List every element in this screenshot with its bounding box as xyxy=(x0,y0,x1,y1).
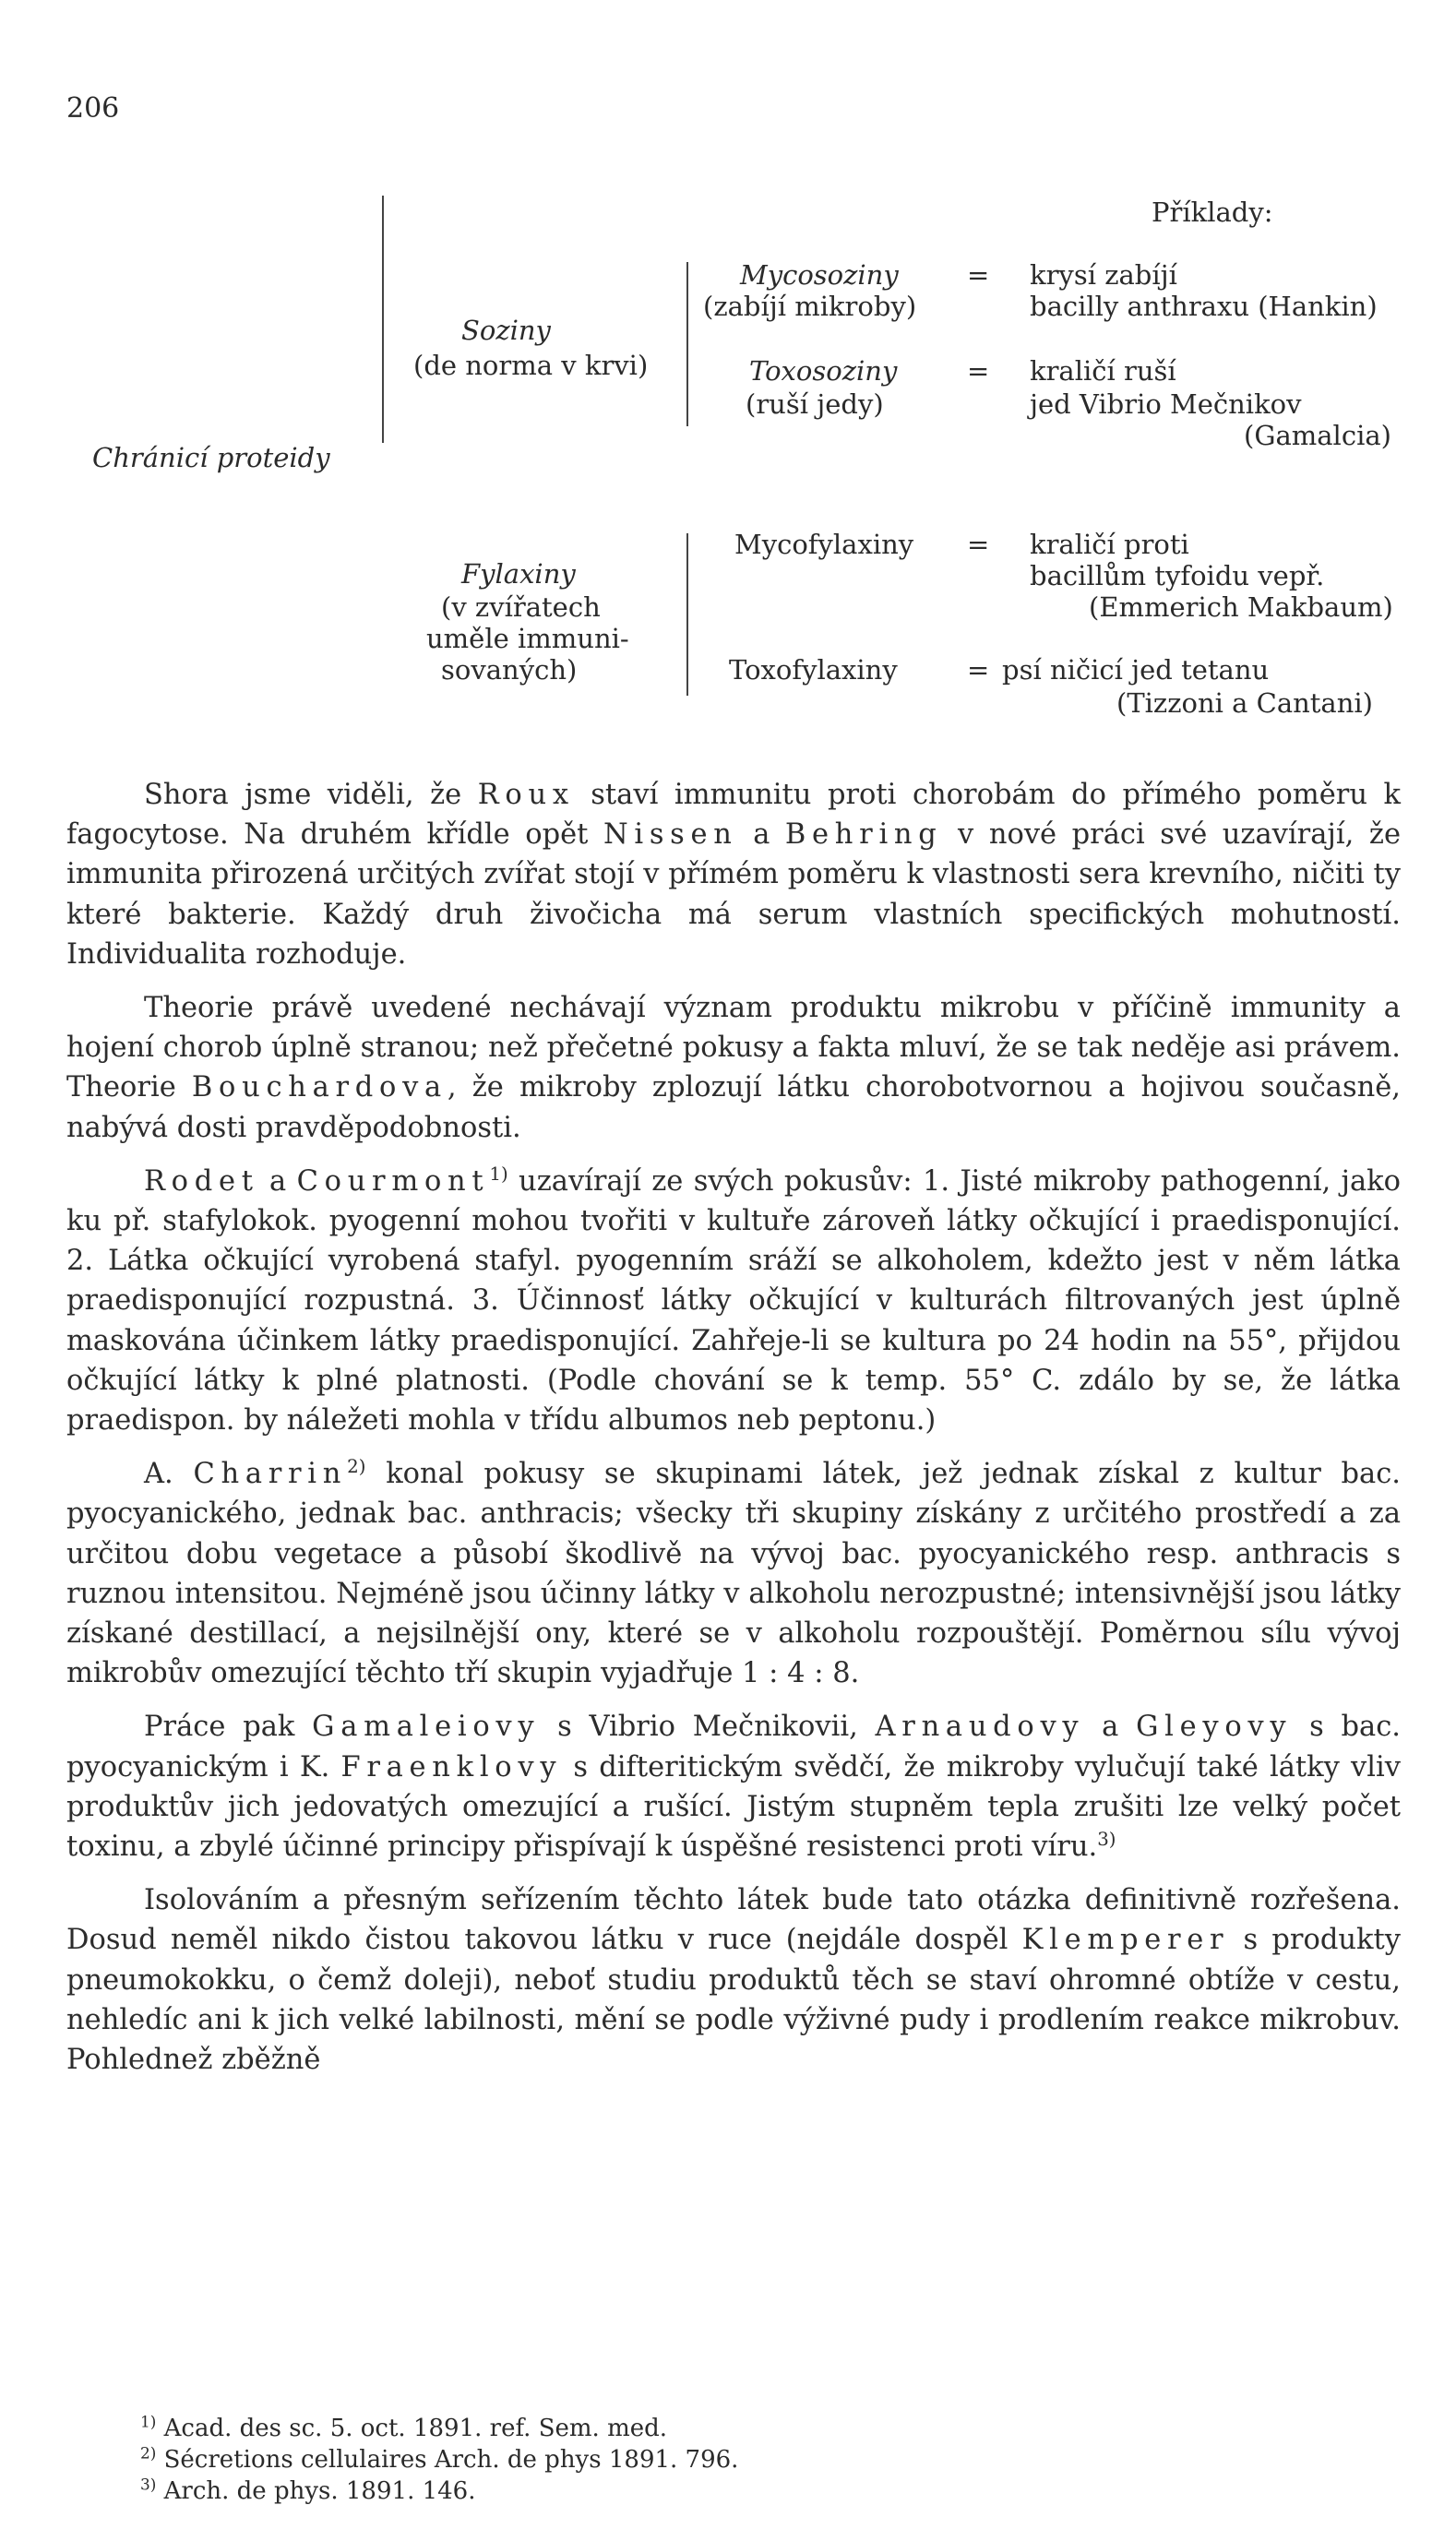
eq-sign: = xyxy=(967,259,990,291)
toxosoziny-desc: (ruší jedy) xyxy=(746,388,884,420)
root-label: Chránicí proteidy xyxy=(92,442,330,473)
footnote-ref: 1) xyxy=(489,1163,508,1185)
toxosoziny-example: jed Vibrio Mečnikov xyxy=(1030,388,1302,420)
footnote-mark: 2) xyxy=(140,2443,157,2463)
paragraph: A. Charrin$^{2)}$ konal pokusy se skupinami látek, jež jednak získal z kultur bac. pyocyanického, jednak bac. anthracis; všecky tři skupiny získány z určitého prostředí a za určitou dobu vegetace a působí škodlivě na vývoj bac. pyocyanického resp. anthracis s ruznou intensitou. Nejméně jsou účinny látky v alkoholu nerozpustné; intensivnější jsou látky získané destillací, a nejsilnější ony, které se v alkoholu rozpouštějí. Poměrnou sílu vývoj mikrobův omezující těchto tří skupin vyjadřuje 1 : 4 : 8. xyxy=(66,1456,1402,1690)
sozines-brace xyxy=(686,262,698,426)
author-name: Bouchardova xyxy=(191,1071,448,1104)
footnote-mark: 1) xyxy=(140,2412,157,2431)
fylaxiny-desc: (v zvířatech xyxy=(441,591,601,623)
author-name: Arnaudovy xyxy=(875,1711,1085,1744)
eq-sign: = xyxy=(967,654,990,686)
mycofylaxiny-example: (Emmerich Makbaum) xyxy=(1089,591,1393,623)
toxosoziny-name: Toxosoziny xyxy=(749,355,898,387)
sozines-desc: (de norma v krvi) xyxy=(413,350,649,381)
paragraph: Rodet a Courmont$^{1)}$ uzavírají ze svých pokusův: 1. Jisté mikroby pathogenní, jako ku př. stafylokok. pyogenní mohou tvořiti v kultuře zároveň látky očkující i praedisponující. 2. Látka očkující vyrobená stafyl. pyogenním sráží se alkoholem, kdežto jest v něm látka praedisponující rozpustná. 3. Účinnosť látky očkující v kulturách filtrovaných jest úplně maskována účinkem látky praedisponující. Zahřeje-li se kultura po 24 hodin na 55°, přijdou očkující látky k plné platnosti. (Podle chování se k temp. 55° C. zdálo by se, že látka praedispon. by náležeti mohla v třídu albumos neb peptonu.) xyxy=(66,1163,1402,1437)
toxofylaxiny-name: Toxofylaxiny xyxy=(729,654,898,686)
author-name: Fraenklovy xyxy=(340,1750,563,1783)
toxofylaxiny-example: psí ničicí jed tetanu xyxy=(1002,654,1270,686)
author-name: Courmont xyxy=(296,1164,490,1198)
page-number: 206 xyxy=(66,92,120,125)
author-name: Gleyovy xyxy=(1136,1711,1293,1744)
toxosoziny-example: kraličí ruší xyxy=(1030,355,1176,387)
toxofylaxiny-example: (Tizzoni a Cantani) xyxy=(1116,687,1373,719)
mycofylaxiny-example: kraličí proti xyxy=(1030,529,1189,560)
footnote: $^{3)}$ Arch. de phys. 1891. 146. xyxy=(140,2475,476,2505)
footnote: $^{2)}$ Sécretions cellulaires Arch. de phys 1891. 796. xyxy=(140,2443,739,2474)
toxosoziny-example: (Gamalcia) xyxy=(1244,420,1391,451)
author-name: Rodet xyxy=(144,1164,259,1198)
footnote-ref: 2) xyxy=(347,1456,366,1478)
author-name: Klemperer xyxy=(1021,1924,1230,1957)
eq-sign: = xyxy=(967,529,990,560)
fylaxiny-desc: sovaných) xyxy=(441,654,578,686)
author-name: Nissen xyxy=(603,818,738,852)
mycosoziny-desc: (zabíjí mikroby) xyxy=(703,291,917,322)
fylaxiny-brace xyxy=(686,533,698,696)
mycofylaxiny-name: Mycofylaxiny xyxy=(734,529,914,560)
table-header: Příklady: xyxy=(1152,197,1273,228)
mycosoziny-example: bacilly anthraxu (Hankin) xyxy=(1030,291,1378,322)
fylaxiny-name: Fylaxiny xyxy=(461,558,576,590)
author-name: Gamaleiovy xyxy=(312,1711,541,1744)
author-name: Charrin xyxy=(193,1458,348,1491)
body-text xyxy=(66,775,1401,2094)
fylaxiny-desc: uměle immuni- xyxy=(426,623,629,654)
footnote-ref: 3) xyxy=(1097,1828,1116,1850)
author-name: Behring xyxy=(784,818,943,852)
paragraph: Shora jsme viděli, že Roux staví immunitu proti chorobám do přímého poměru k fagocytose. Na druhém křídle opět Nissen a Behring v nové práci své uzavírají, že immunita přirozená určitých zvířat stojí v přímém poměru k vlastnosti sera krevního, ničiti ty které bakterie. Každý druh živočicha má serum vlastních specifických mohutností. Individualita rozhoduje. xyxy=(66,779,1401,971)
footnote: $^{1)}$ Acad. des sc. 5. oct. 1891. ref. Sem. med. xyxy=(140,2412,668,2442)
mycosoziny-name: Mycosoziny xyxy=(740,259,899,291)
table-divider-line xyxy=(382,196,384,443)
mycofylaxiny-example: bacillům tyfoidu vepř. xyxy=(1030,560,1325,591)
paragraph: Theorie právě uvedené nechávají význam produktu mikrobu v příčině immunity a hojení chorob úplně stranou; než přečetné pokusy a fakta mluví, že se tak neděje asi právem. Theorie Bouchardova, že mikroby zplozují látku chorobotvornou a hojivou současně, nabývá dosti pravděpodobnosti. xyxy=(66,992,1401,1144)
sozines-name: Soziny xyxy=(461,315,551,346)
eq-sign: = xyxy=(967,355,990,387)
paragraph: Isolováním a přesným seřízením těchto látek bude tato otázka definitivně rozřešena. Dosud neměl nikdo čistou takovou látku v ruce (nejdále dospěl Klemperer s produkty pneumokokku, o čemž doleji), neboť studiu produktů těch se staví ohromné obtíže v cestu, nehledíc ani k jich velké labilnosti, mění se podle výživné pudy i prodlením reakce mikrobuv. Pohlednež zběžně xyxy=(66,1884,1401,2077)
author-name: Roux xyxy=(477,779,575,811)
paragraph: Práce pak Gamaleiovy s Vibrio Mečnikovii, Arnaudovy a Gleyovy s bac. pyocyanickým i K. Fraenklovy s difteritickým svědčí, že mikroby vylučují také látky vliv produktův jich jedovatých omezující a rušící. Jistým stupněm tepla zrušiti lze velký počet toxinu, a zbylé účinné principy přispívají k úspěšné resistenci proti víru.$^{3)}$ xyxy=(66,1711,1401,1864)
mycosoziny-example: krysí zabíjí xyxy=(1030,259,1177,291)
footnote-mark: 3) xyxy=(140,2475,157,2494)
